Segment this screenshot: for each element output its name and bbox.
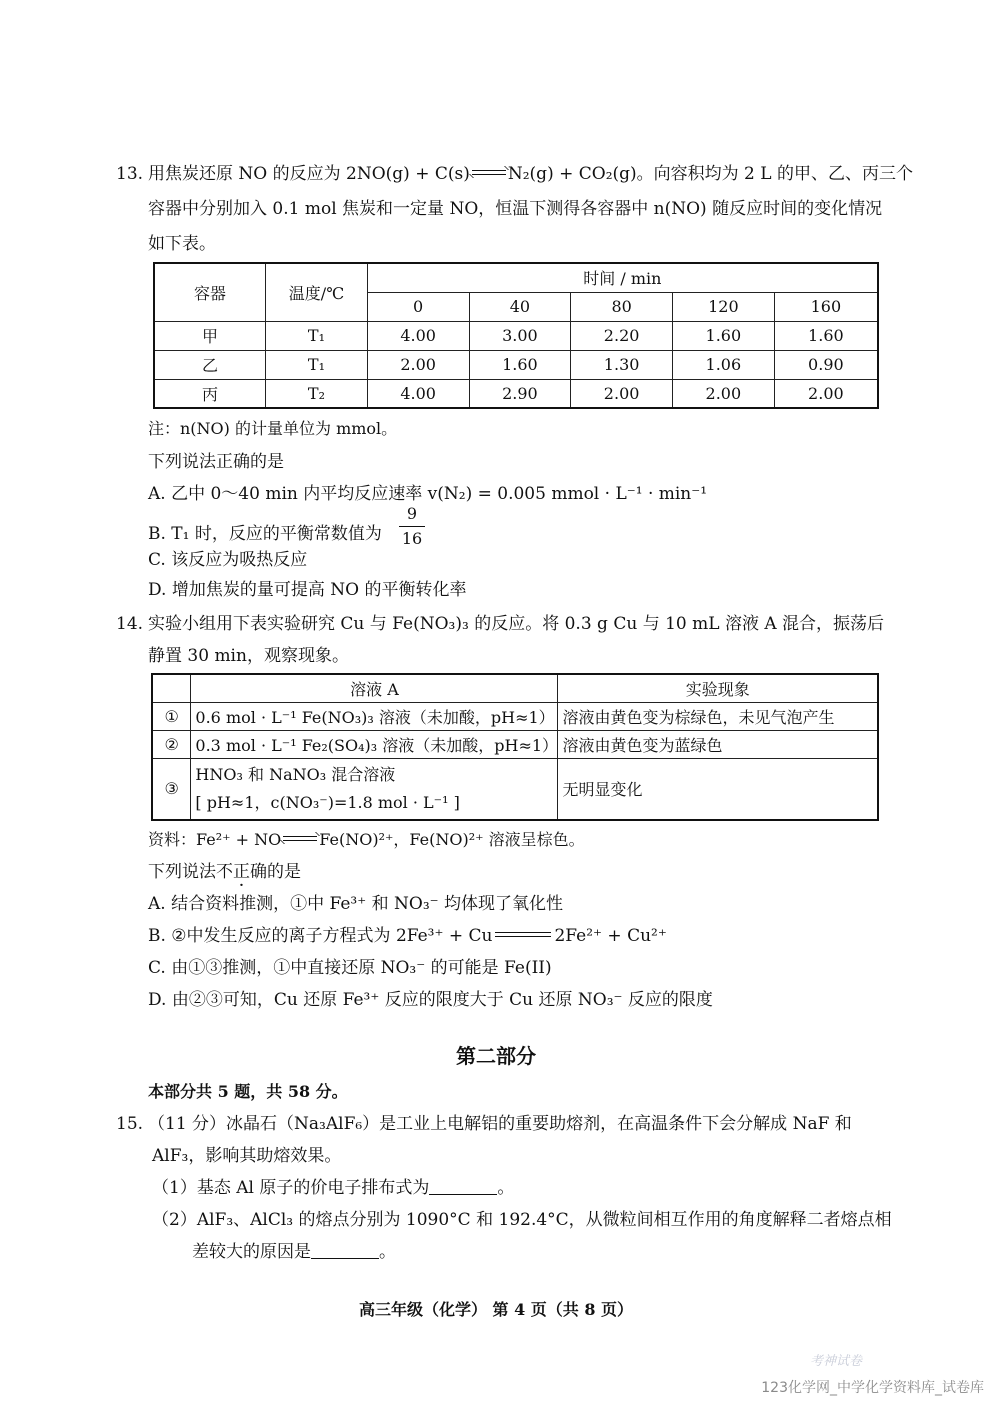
header-temperature: 温度/℃	[266, 263, 368, 321]
fraction-denominator: 16	[401, 529, 423, 548]
equals-sign-icon	[495, 931, 551, 939]
q15-sub2-line2	[192, 1240, 396, 1264]
section-intro: 本部分共 5 题，共 58 分。	[148, 1082, 348, 1101]
time-0: 0	[367, 292, 469, 321]
reversible-arrow-icon	[283, 834, 317, 844]
page-footer: 高三年级（化学） 第 4 页（共 8 页）	[358, 1300, 634, 1319]
row-temp: T₁	[266, 321, 368, 350]
cell: 2.00	[367, 350, 469, 379]
q14-table	[151, 673, 879, 821]
row-temp: T₂	[266, 379, 368, 408]
q14-line2: 静置 30 min，观察现象。	[148, 646, 349, 666]
q13-option-c: C. 该反应为吸热反应	[148, 550, 308, 570]
row-phenomenon: 溶液由黄色变为棕绿色，未见气泡产生	[558, 702, 878, 730]
row-phenomenon: 无明显变化	[558, 758, 878, 820]
time-120: 120	[672, 292, 774, 321]
table-row	[154, 350, 878, 379]
q14-option-c: C. 由①③推测，①中直接还原 NO₃⁻ 的可能是 Fe(II)	[148, 958, 552, 978]
q15-sub2-text: 差较大的原因是	[192, 1242, 311, 1262]
answer-blank[interactable]	[429, 1178, 497, 1195]
time-40: 40	[469, 292, 571, 321]
q14-reference	[148, 828, 585, 852]
cell: 0.90	[774, 350, 878, 379]
q14-option-b	[148, 924, 667, 948]
reversible-arrow-icon	[472, 168, 506, 178]
q15-line1: （11 分）冰晶石（Na₃AlF₆）是工业上电解铝的重要助熔剂，在高温条件下会分解成 NaF 和	[148, 1114, 852, 1134]
cell: 2.20	[571, 321, 673, 350]
q15-number: 15.	[116, 1114, 144, 1134]
q15-sub1-text: （1）基态 Al 原子的价电子排布式为	[152, 1178, 430, 1198]
q13-prompt: 下列说法正确的是	[148, 452, 284, 472]
watermark-text: 123化学网_中学化学资料库_试卷库	[761, 1380, 984, 1396]
q13-option-b: B. T₁ 时，反应的平衡常数值为	[148, 524, 382, 544]
cell: 2.90	[469, 379, 571, 408]
row-name: 乙	[154, 350, 266, 379]
header-time: 时间 / min	[367, 263, 878, 292]
q14-option-b-part-a: B. ②中发生反应的离子方程式为 2Fe³⁺ + Cu	[148, 926, 493, 946]
row-name: 丙	[154, 379, 266, 408]
q15-sub2-end: 。	[379, 1242, 396, 1262]
q15-line2: AlF₃，影响其助熔效果。	[152, 1146, 342, 1166]
q13-line3: 如下表。	[148, 234, 216, 254]
q13-note: 注：n(NO) 的计量单位为 mmol。	[148, 419, 398, 438]
q13-line1-part-b: N₂(g) + CO₂(g)。向容积均为 2 L 的甲、乙、丙三个	[507, 164, 913, 184]
section-title: 第二部分	[456, 1044, 536, 1068]
row-solution	[191, 758, 558, 820]
q14-prompt-emphasis: 不正确	[216, 862, 267, 882]
cell: 1.60	[774, 321, 878, 350]
q14-reference-part-b: Fe(NO)²⁺，Fe(NO)²⁺ 溶液呈棕色。	[319, 830, 585, 849]
q15-sub1	[152, 1176, 514, 1200]
row-id: ①	[152, 702, 191, 730]
row-temp: T₁	[266, 350, 368, 379]
q14-reference-part-a: 资料：Fe²⁺ + NO	[148, 830, 282, 849]
row-solution: 0.6 mol · L⁻¹ Fe(NO₃)₃ 溶液（未加酸，pH≈1）	[191, 702, 558, 730]
q14-prompt	[148, 860, 301, 884]
row-solution: 0.3 mol · L⁻¹ Fe₂(SO₄)₃ 溶液（未加酸，pH≈1）	[191, 730, 558, 758]
cell: 1.30	[571, 350, 673, 379]
q13-line1-part-a: 用焦炭还原 NO 的反应为 2NO(g) + C(s)	[148, 164, 470, 184]
header-container: 容器	[154, 263, 266, 321]
cell: 2.00	[571, 379, 673, 408]
row-id: ②	[152, 730, 191, 758]
time-160: 160	[774, 292, 878, 321]
q14-option-b-part-b: 2Fe²⁺ + Cu²⁺	[554, 926, 667, 946]
cell: 1.60	[672, 321, 774, 350]
header-phenomenon: 实验现象	[558, 674, 878, 702]
q13-number: 13.	[116, 164, 144, 184]
q14-option-d: D. 由②③可知，Cu 还原 Fe³⁺ 反应的限度大于 Cu 还原 NO₃⁻ 反应的限度	[148, 990, 713, 1010]
cell: 4.00	[367, 379, 469, 408]
header-solution: 溶液 A	[191, 674, 558, 702]
watermark-logo: 考神试卷	[809, 1354, 862, 1369]
row-solution-line1: HNO₃ 和 NaNO₃ 混合溶液	[195, 764, 396, 784]
cell: 4.00	[367, 321, 469, 350]
q13-line1	[148, 162, 913, 186]
q13-line2: 容器中分别加入 0.1 mol 焦炭和一定量 NO，恒温下测得各容器中 n(NO) 随反应时间的变化情况	[148, 199, 883, 219]
q15-sub2-line1: （2）AlF₃、AlCl₃ 的熔点分别为 1090°C 和 192.4°C，从微粒间相互作用的角度解释二者熔点相	[152, 1210, 892, 1230]
cell: 1.60	[469, 350, 571, 379]
row-id: ③	[152, 758, 191, 820]
time-80: 80	[571, 292, 673, 321]
cell: 3.00	[469, 321, 571, 350]
row-solution-line2: [ pH≈1，c(NO₃⁻)=1.8 mol · L⁻¹ ]	[195, 792, 460, 812]
cell: 2.00	[672, 379, 774, 408]
q14-prompt-part-a: 下列说法	[148, 862, 216, 882]
fraction-numerator: 9	[406, 504, 418, 523]
table-row	[154, 321, 878, 350]
q15-sub1-end: 。	[497, 1178, 515, 1198]
row-phenomenon: 溶液由黄色变为蓝绿色	[558, 730, 878, 758]
table-row	[152, 730, 878, 758]
table-row	[154, 379, 878, 408]
q14-line1: 实验小组用下表实验研究 Cu 与 Fe(NO₃)₃ 的反应。将 0.3 g Cu 与 10 mL 溶液 A 混合，振荡后	[148, 614, 885, 634]
q14-number: 14.	[116, 614, 144, 634]
answer-blank[interactable]	[311, 1242, 379, 1259]
fraction-bar	[399, 526, 425, 527]
q13-option-a: A. 乙中 0～40 min 内平均反应速率 v(N₂) = 0.005 mmol · L⁻¹ · min⁻¹	[148, 484, 708, 504]
table-row	[152, 702, 878, 730]
q13-table	[153, 262, 879, 409]
cell: 2.00	[774, 379, 878, 408]
q14-option-a: A. 结合资料推测，①中 Fe³⁺ 和 NO₃⁻ 均体现了氧化性	[148, 894, 564, 914]
q14-prompt-part-c: 的是	[267, 862, 301, 882]
cell: 1.06	[672, 350, 774, 379]
table-row	[152, 758, 878, 820]
q13-option-d: D. 增加焦炭的量可提高 NO 的平衡转化率	[148, 580, 467, 600]
row-name: 甲	[154, 321, 266, 350]
